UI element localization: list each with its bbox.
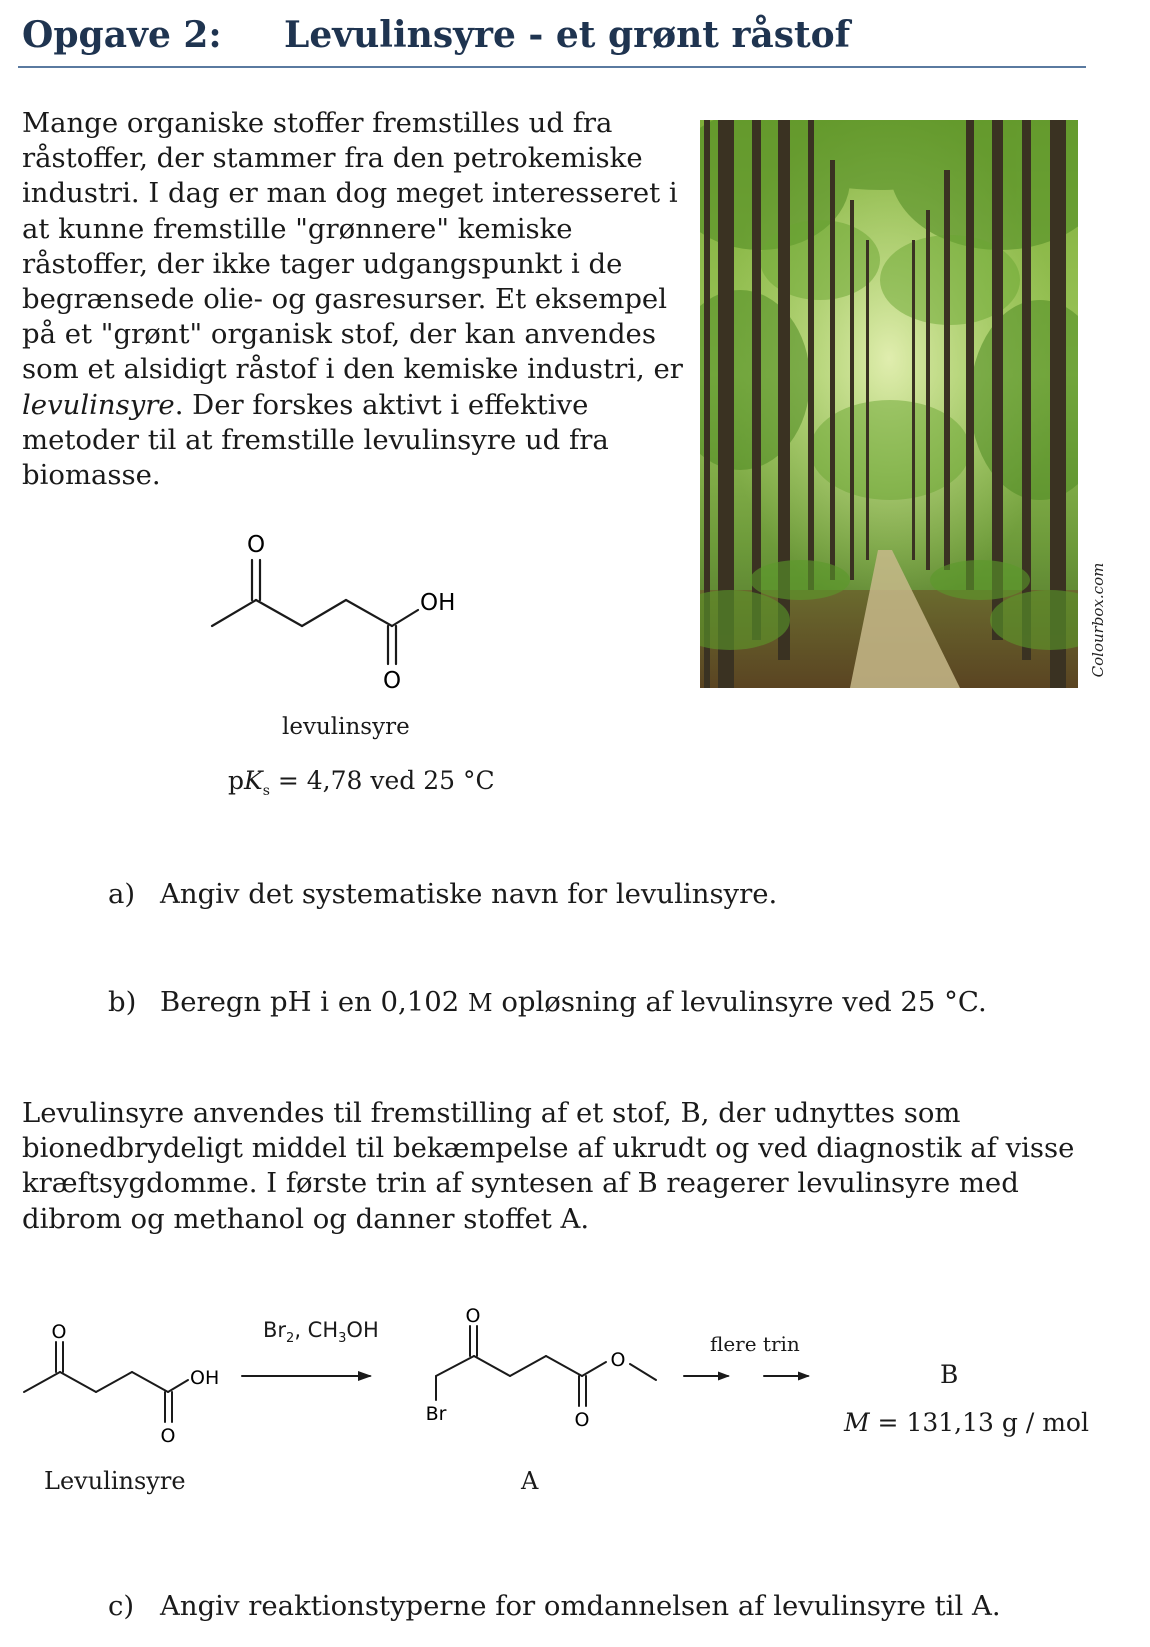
intro-line: metoder til at fremstille levulinsyre ud fra xyxy=(22,423,609,456)
reaction-scheme xyxy=(16,1300,836,1470)
title-rule xyxy=(18,66,1086,68)
atom-hydroxyl: OH xyxy=(190,1367,220,1389)
bond xyxy=(546,1356,582,1376)
arrowhead xyxy=(798,1372,810,1381)
forest-photo xyxy=(700,120,1078,688)
bond xyxy=(392,610,418,626)
atom-oxygen: O xyxy=(610,1349,626,1371)
question-label: b) xyxy=(108,986,137,1018)
intro-line: råstoffer, der ikke tager udgangspunkt i de xyxy=(22,247,623,280)
bond xyxy=(60,1372,96,1392)
pka-value xyxy=(228,766,495,799)
compound-b-label: B xyxy=(940,1360,959,1389)
reactant-label: Levulinsyre xyxy=(44,1467,186,1495)
structure-label: levulinsyre xyxy=(282,714,410,740)
molar-mass-value: = 131,13 g / mol xyxy=(869,1408,1089,1437)
intro-paragraph xyxy=(22,106,683,493)
compound-a-label: A xyxy=(521,1467,539,1495)
bond xyxy=(96,1372,132,1392)
arrowhead xyxy=(718,1372,730,1381)
question-a xyxy=(108,878,777,910)
pka-p: p xyxy=(228,766,245,795)
atom-oxygen: O xyxy=(574,1409,590,1431)
molar-mass xyxy=(844,1408,1089,1437)
bond xyxy=(346,600,392,626)
reagent-part: OH xyxy=(346,1318,379,1342)
intro-line xyxy=(22,388,683,423)
reagent-label xyxy=(263,1318,379,1346)
intro-line: råstoffer, der stammer fra den petrokemiske xyxy=(22,142,643,175)
intro-line: på et "grønt" organisk stof, der kan anvendes xyxy=(22,318,656,351)
arrowhead xyxy=(358,1371,372,1381)
atom-oxygen: O xyxy=(246,532,266,558)
question-text: opløsning af levulinsyre ved 25 °C. xyxy=(492,986,987,1018)
atom-oxygen: O xyxy=(51,1321,67,1343)
question-text: Angiv reaktionstyperne for omdannelsen af levulinsyre til A. xyxy=(160,1590,1001,1622)
question-c xyxy=(108,1590,1001,1622)
bond xyxy=(302,600,346,626)
paragraph-line: dibrom og methanol og danner stoffet A. xyxy=(22,1202,590,1235)
bond xyxy=(256,600,302,626)
intro-line: industri. I dag er man dog meget interesseret i xyxy=(22,177,678,210)
intro-line: Mange organiske stoffer fremstilles ud fra xyxy=(22,107,613,139)
title-row xyxy=(20,8,1080,64)
atom-bromine: Br xyxy=(425,1403,447,1425)
bond xyxy=(474,1356,510,1376)
intro-line: biomasse. xyxy=(22,458,161,491)
molar-unit: M xyxy=(468,989,493,1017)
question-text: Beregn pH i en 0,102 xyxy=(160,986,469,1018)
bond xyxy=(132,1372,168,1392)
intro-line: som et alsidigt råstof i den kemiske industri, er xyxy=(22,353,683,386)
intro-line-rest: . Der forskes aktivt i effektive xyxy=(174,388,589,421)
reagent-subscript: 3 xyxy=(338,1331,347,1347)
bond xyxy=(436,1356,474,1376)
reagent-subscript: 2 xyxy=(286,1331,295,1347)
intro-line: at kunne fremstille "grønnere" kemiske xyxy=(22,212,573,245)
bond xyxy=(510,1356,546,1376)
question-label: c) xyxy=(108,1590,135,1622)
exercise-number: Opgave 2: xyxy=(22,14,222,56)
atom-oxygen: O xyxy=(160,1425,176,1447)
pka-k: K xyxy=(244,766,263,795)
second-paragraph xyxy=(22,1096,1074,1237)
reagent-part: Br xyxy=(263,1318,287,1342)
molar-mass-symbol: M xyxy=(844,1408,870,1437)
pka-rest: = 4,78 ved 25 °C xyxy=(269,766,495,795)
steps-label: flere trin xyxy=(710,1332,800,1356)
reagent-part: , CH xyxy=(294,1318,339,1342)
atom-oxygen: O xyxy=(465,1305,481,1327)
italic-compound-name: levulinsyre xyxy=(22,388,175,421)
atom-hydroxyl: OH xyxy=(420,590,456,616)
question-text: Angiv det systematiske navn for levulinsyre. xyxy=(160,878,778,910)
bond xyxy=(630,1364,656,1380)
photo-credit-text: Colourbox.com xyxy=(1089,562,1107,678)
paragraph-line: bionedbrydeligt middel til bekæmpelse af ukrudt og ved diagnostik af visse xyxy=(22,1132,1075,1165)
question-b xyxy=(108,986,987,1018)
atom-oxygen: O xyxy=(382,668,402,694)
levulinic-acid-structure xyxy=(210,528,490,698)
paragraph-line: kræftsygdomme. I første trin af syntesen af B reagerer levulinsyre med xyxy=(22,1167,1019,1200)
intro-line: begrænsede olie- og gasresurser. Et eksempel xyxy=(22,282,667,315)
bond xyxy=(582,1362,606,1376)
question-label: a) xyxy=(108,878,136,910)
photo-credit xyxy=(1078,560,1118,680)
pka-subscript: s xyxy=(262,783,270,799)
bond xyxy=(24,1372,60,1392)
bond xyxy=(168,1380,188,1392)
bond xyxy=(212,600,256,626)
paragraph-line: Levulinsyre anvendes til fremstilling af et stof, B, der udnyttes som xyxy=(22,1097,961,1129)
exercise-title: Levulinsyre - et grønt råstof xyxy=(284,14,851,56)
